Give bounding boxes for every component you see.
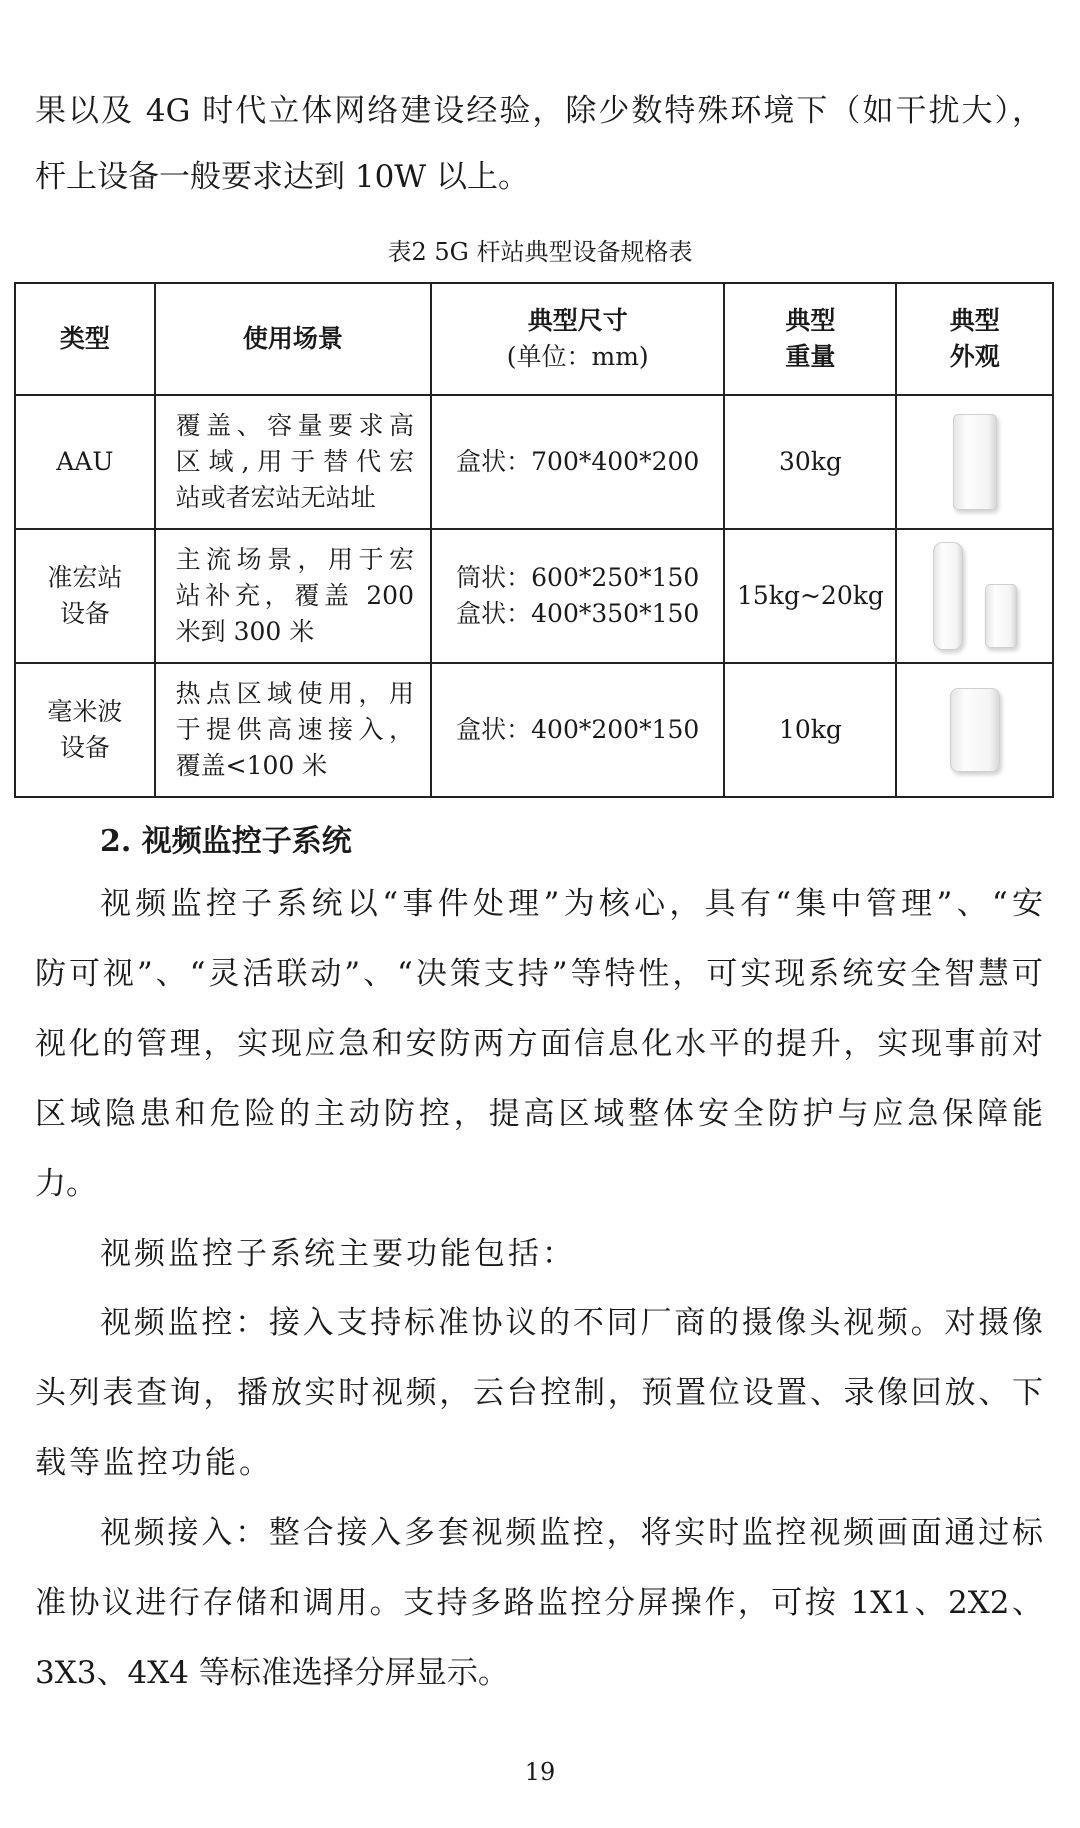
header-type: 类型: [15, 283, 155, 395]
header-scene: 使用场景: [155, 283, 431, 395]
cell-size: 盒状：400*200*150: [431, 663, 725, 797]
paragraph-line: 视化的管理，实现应急和安防两方面信息化水平的提升，实现事前对: [35, 1026, 1043, 1062]
mmwave-device-image: [950, 688, 1000, 772]
table-header-row: [15, 283, 1053, 395]
cell-weight: 10kg: [724, 663, 896, 797]
cell-scene: 热点区域使用，用 于提供高速接入， 覆盖<100 米: [155, 663, 431, 797]
cell-size: 盒状：700*400*200: [431, 395, 725, 529]
pole-device-image: [933, 542, 963, 650]
intro-line-2: 杆上设备一般要求达到 10W 以上。: [35, 159, 530, 195]
paragraph-line: 视频监控：接入支持标准协议的不同厂商的摄像头视频。对摄像: [100, 1305, 1043, 1341]
equipment-spec-table: [14, 282, 1054, 798]
page-number: 19: [524, 1758, 556, 1786]
table-row: [15, 395, 1053, 529]
header-size: 典型尺寸 (单位：mm): [431, 283, 725, 395]
paragraph-line: 准协议进行存储和调用。支持多路监控分屏操作，可按 1X1、2X2、: [35, 1585, 1043, 1621]
section-heading: 2. 视频监控子系统: [100, 824, 352, 859]
paragraph-line: 视频监控子系统主要功能包括：: [100, 1236, 576, 1272]
table-row: [15, 529, 1053, 663]
header-appearance: 典型 外观: [896, 283, 1053, 395]
paragraph-line: 载等监控功能。: [35, 1445, 273, 1481]
cell-type: 准宏站 设备: [15, 529, 155, 663]
aau-device-image: [953, 414, 997, 510]
paragraph-line: 视频监控子系统以“事件处理”为核心，具有“集中管理”、“安: [100, 886, 1043, 922]
cell-size: 筒状：600*250*150 盒状：400*350*150: [431, 529, 725, 663]
cell-appearance: [896, 395, 1053, 529]
intro-line-1: 果以及 4G 时代立体网络建设经验，除少数特殊环境下（如干扰大），: [35, 93, 1043, 129]
paragraph-line: 区域隐患和危险的主动防控，提高区域整体安全防护与应急保障能: [35, 1096, 1043, 1132]
paragraph-line: 3X3、4X4 等标准选择分屏显示。: [35, 1655, 509, 1691]
cell-scene: 主流场景，用于宏 站补充，覆盖 200 米到 300 米: [155, 529, 431, 663]
box-device-image: [985, 584, 1017, 648]
cell-appearance: [896, 529, 1053, 663]
cell-weight: 15kg~20kg: [724, 529, 896, 663]
paragraph-line: 视频接入：整合接入多套视频监控，将实时监控视频画面通过标: [100, 1515, 1043, 1551]
cell-scene: 覆盖、容量要求高 区域,用于替代宏 站或者宏站无站址: [155, 395, 431, 529]
table-caption: 表2 5G 杆站典型设备规格表: [387, 238, 693, 266]
header-weight: 典型 重量: [724, 283, 896, 395]
cell-weight: 30kg: [724, 395, 896, 529]
cell-type: AAU: [15, 395, 155, 529]
cell-type: 毫米波 设备: [15, 663, 155, 797]
paragraph-line: 防可视”、“灵活联动”、“决策支持”等特性，可实现系统安全智慧可: [35, 956, 1043, 992]
table-row: [15, 663, 1053, 797]
paragraph-line: 力。: [35, 1166, 97, 1202]
paragraph-line: 头列表查询，播放实时视频，云台控制，预置位设置、录像回放、下: [35, 1375, 1043, 1411]
cell-appearance: [896, 663, 1053, 797]
